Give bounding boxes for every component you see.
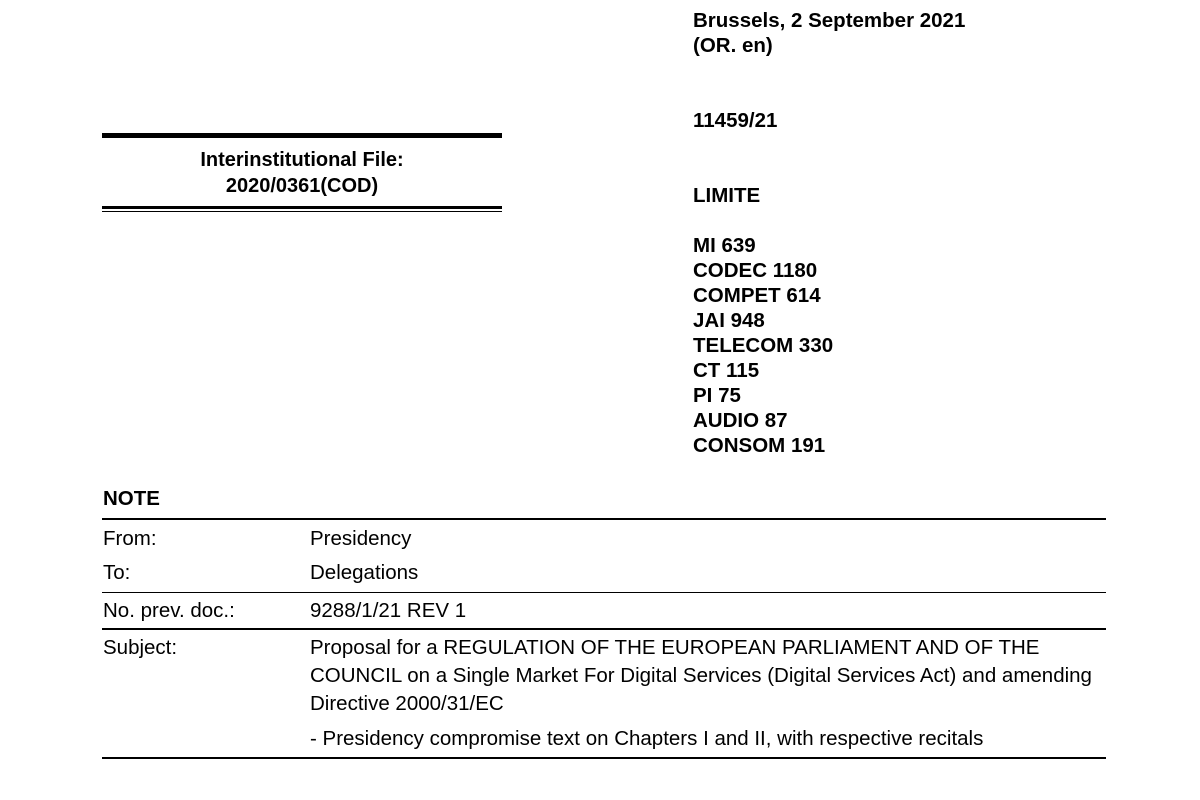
row-value: 9288/1/21 REV 1 (310, 599, 467, 622)
divider (102, 211, 502, 212)
note-table (102, 518, 1106, 753)
classification-label: LIMITE (693, 184, 761, 207)
place-date: Brussels, 2 September 2021 (693, 9, 966, 32)
row-value: Delegations (310, 560, 419, 584)
note-row-subject (102, 630, 1106, 753)
interinstitutional-file-number: 2020/0361(COD) (225, 175, 379, 197)
row-label: No. prev. doc.: (103, 599, 235, 622)
header-date-block (693, 8, 965, 58)
subject-codes-list (693, 233, 833, 458)
row-label: Subject: (103, 635, 178, 659)
divider (102, 757, 1106, 759)
note-row-previous-doc (102, 593, 1106, 628)
subject-code: COMPET 614 (693, 284, 821, 307)
interinstitutional-file-label: Interinstitutional File: (200, 149, 404, 171)
subject-code: PI 75 (693, 384, 741, 407)
subject-code: CODEC 1180 (693, 259, 818, 282)
original-language: (OR. en) (693, 34, 773, 57)
row-value: Presidency (310, 526, 412, 550)
note-title: NOTE (103, 487, 160, 510)
subject-code: JAI 948 (693, 309, 765, 332)
row-label: From: (103, 526, 157, 550)
subject-extra-text: - Presidency compromise text on Chapters I and II, with respective recitals (310, 726, 984, 750)
row-label: To: (103, 560, 131, 584)
interinstitutional-file-box (102, 133, 502, 212)
subject-code: AUDIO 87 (693, 409, 788, 432)
subject-text: Proposal for a REGULATION OF THE EUROPEAN PARLIAMENT AND OF THE COUNCIL on a Single Market For Digital Services (Digital Services Act) and amending Directive 2000/31/EC (310, 635, 1092, 715)
note-row-to (102, 556, 1106, 592)
subject-code: MI 639 (693, 234, 756, 257)
subject-code: CONSOM 191 (693, 434, 826, 457)
note-row-from (102, 520, 1106, 556)
subject-code: TELECOM 330 (693, 334, 834, 357)
subject-code: CT 115 (693, 359, 760, 382)
document-number: 11459/21 (693, 109, 778, 132)
